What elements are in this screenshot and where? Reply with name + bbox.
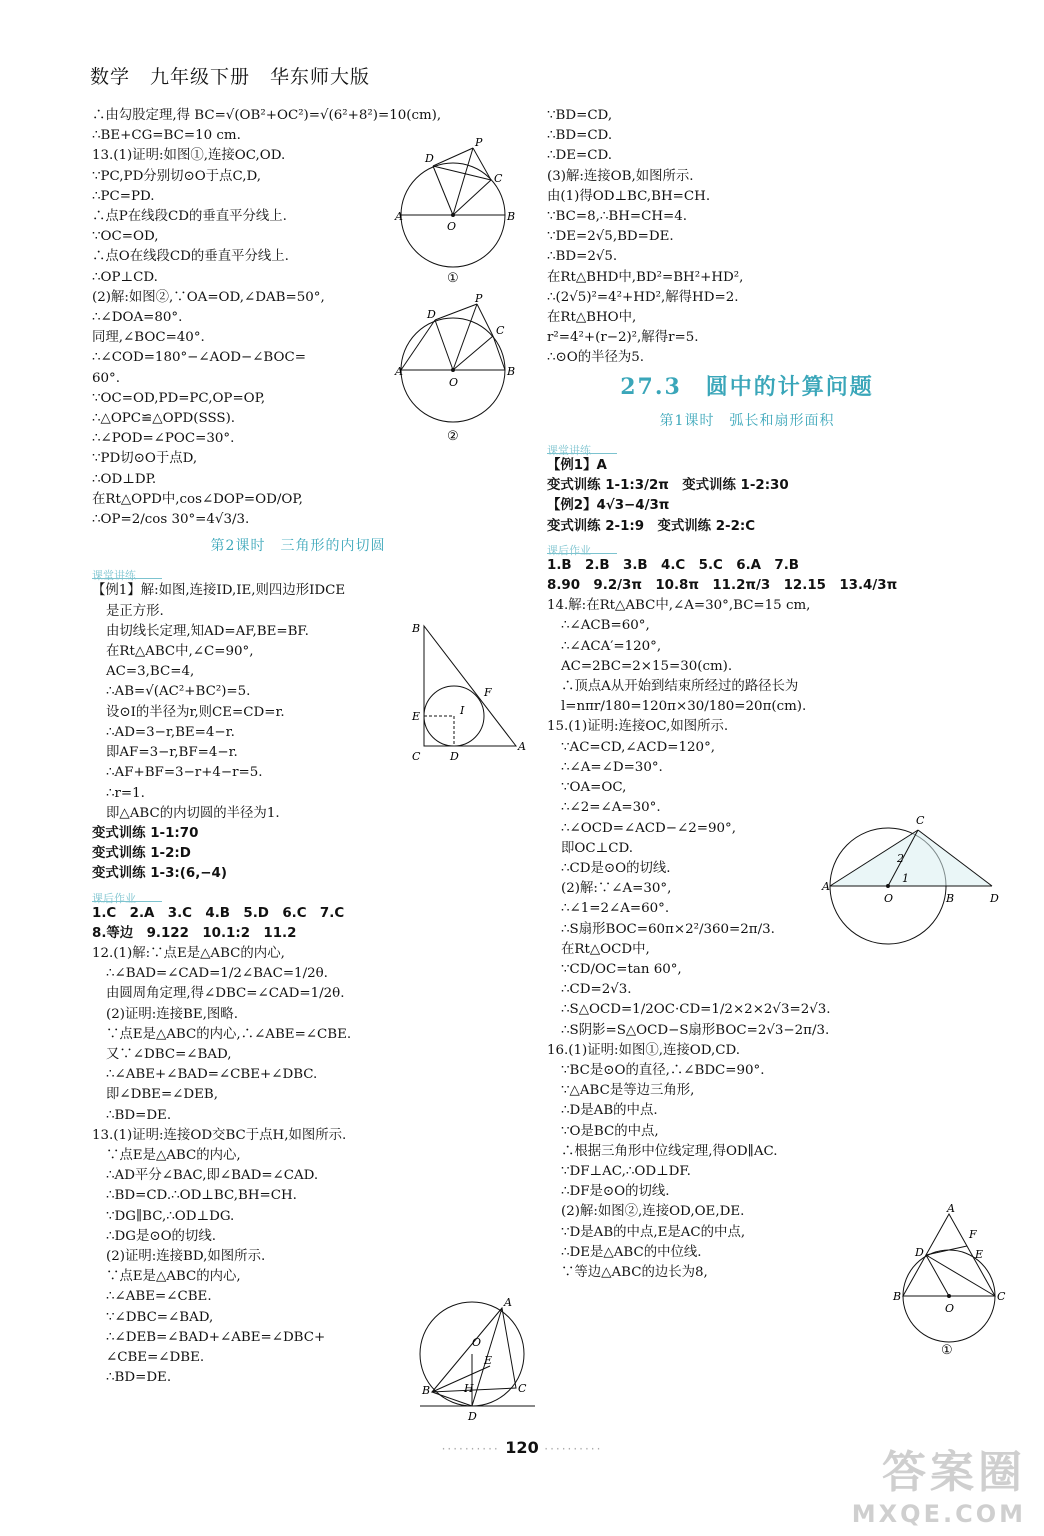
text-line: AC=3,BC=4, <box>106 664 195 680</box>
text-line: ∴DF是⊙O的切线. <box>561 1184 670 1200</box>
fig5-label-a: A <box>947 1202 955 1215</box>
text-line: ∴r=1. <box>106 785 145 801</box>
lesson1-title: 第1课时 弧长和扇形面积 <box>659 412 835 429</box>
fig1-label-c: C <box>494 172 503 185</box>
fig3-label-h: H <box>464 1382 474 1395</box>
text-line: ∴BE+CG=BC=10 cm. <box>92 128 241 144</box>
question12-block <box>92 944 504 1126</box>
text-line: 变式训练 1-1:70 <box>92 825 199 841</box>
text-line: ∴∠OCD=∠ACD−∠2=90°, <box>561 820 736 836</box>
fig5-label-num: ① <box>941 1343 953 1358</box>
text-line: ∴PC=PD. <box>92 188 155 204</box>
text-line: ∴AD=3−r,BE=4−r. <box>106 724 235 740</box>
answer-list-right <box>547 556 947 596</box>
text-line: ∴∠COD=180°−∠AOD−∠BOC= <box>92 350 306 366</box>
fig2-label-d: D <box>427 308 436 321</box>
section-label-ketang-right: 课堂讲练 <box>547 441 617 454</box>
text-line: ∴∠DOA=80°. <box>92 310 183 326</box>
text-line: ∵BC是⊙O的直径,∴∠BDC=90°. <box>561 1062 765 1078</box>
text-line: ∴顶点A从开始到结束所经过的路径长为 <box>561 679 799 695</box>
text-line: ∵D是AB的中点,E是AC的中点, <box>561 1224 746 1240</box>
fig4-label-c: C <box>916 814 925 827</box>
right-column <box>547 106 947 1283</box>
text-line: 由切线长定理,知AD=AF,BE=BF. <box>106 623 309 639</box>
figure-circle-4 <box>822 812 1002 956</box>
fig3-label-e: E <box>484 1354 493 1367</box>
fig2-label-a: A <box>395 365 403 378</box>
fig1-label-a: A <box>395 210 403 223</box>
text-line: 1.B 2.B 3.B 4.C 5.C 6.A 7.B <box>547 557 800 573</box>
text-line: 16.(1)证明:如图①,连接OD,CD. <box>547 1042 741 1058</box>
text-line: ∵∠DBC=∠BAD, <box>106 1309 214 1325</box>
text-line: ∴BD=DE. <box>106 1370 172 1386</box>
figure-circle-3 <box>410 1296 540 1430</box>
text-line: ∴由勾股定理,得 BC=√(OB²+OC²)=√(6²+8²)=10(cm), <box>92 108 442 123</box>
fig4-label-d: D <box>990 892 999 905</box>
watermark-url: MXQE.COM <box>851 1500 1026 1528</box>
text-line: 在Rt△ABC中,∠C=90°, <box>106 644 254 660</box>
text-line: ∴AB=√(AC²+BC²)=5. <box>106 684 251 700</box>
text-line: 同理,∠BOC=40°. <box>92 330 205 346</box>
text-line: ∴S阴影=S△OCD−S扇形BOC=2√3−2π/3. <box>561 1022 830 1038</box>
tri-label-a: A <box>518 740 526 753</box>
question14-block <box>547 596 947 717</box>
text-line: 13.(1)证明:如图①,连接OC,OD. <box>92 148 286 164</box>
text-line: ∵BD=CD, <box>547 108 613 123</box>
text-line: (2)解:如图②,连接OD,OE,DE. <box>561 1204 745 1220</box>
text-line: 在Rt△OPD中,cos∠DOP=OD/OP, <box>92 491 303 507</box>
tri-label-i: I <box>460 704 465 717</box>
fig2-label-c: C <box>496 324 505 337</box>
text-line: (3)解:连接OB,如图所示. <box>547 168 694 184</box>
figure-circle-5 <box>893 1202 1013 1360</box>
text-line: ∴点P在线段CD的垂直平分线上. <box>92 209 287 225</box>
text-line: ∵△ABC是等边三角形, <box>561 1083 695 1099</box>
text-line: ∵OC=OD, <box>92 229 159 245</box>
fig4-label-1: 1 <box>902 872 909 885</box>
tri-label-b: B <box>412 622 421 635</box>
fig4-label-b: B <box>946 892 955 905</box>
page-number-value: 120 <box>505 1438 539 1457</box>
text-line: r²=4²+(r−2)²,解得r=5. <box>547 330 699 346</box>
text-line: 即OC⊥CD. <box>561 840 633 856</box>
text-line: ∴∠1=2∠A=60°. <box>561 901 670 917</box>
fig2-label-num: ② <box>447 429 459 444</box>
text-line: ∵点E是△ABC的内心, <box>106 1147 241 1163</box>
page-header: 数学 九年级下册 华东师大版 <box>90 66 371 88</box>
text-line: ∵AC=CD,∠ACD=120°, <box>561 739 716 755</box>
text-line: ∴BD=CD. <box>547 128 613 144</box>
text-line: 变式训练 1-1:3/2π 变式训练 1-2:30 <box>547 478 789 494</box>
text-line: ∵DE=2√5,BD=DE. <box>547 229 674 245</box>
text-line: ∵点E是△ABC的内心,∴∠ABE=∠CBE. <box>106 1026 352 1042</box>
text-line: ∴⊙O的半径为5. <box>547 350 645 366</box>
fig4-label-a: A <box>822 880 830 893</box>
fig5-label-f: F <box>969 1228 977 1241</box>
text-line: 在Rt△OCD中, <box>561 941 650 957</box>
text-line: (2)证明:连接BE,图略. <box>106 1006 238 1022</box>
text-line: ∵DG∥BC,∴OD⊥DG. <box>106 1208 235 1224</box>
text-line: 【例1】A <box>547 458 607 474</box>
text-line: ∠CBE=∠DBE. <box>106 1349 205 1365</box>
text-line: ∵PC,PD分别切⊙O于点C,D, <box>92 168 261 184</box>
text-line: 1.C 2.A 3.C 4.B 5.D 6.C 7.C <box>92 905 345 921</box>
section-label-kehou-right: 课后作业 <box>547 541 617 554</box>
watermark-logo-text: 答案圈 <box>882 1447 1026 1498</box>
text-line: l=nπr/180=120π×30/180=20π(cm). <box>561 699 807 715</box>
fig3-label-c: C <box>518 1382 527 1395</box>
section-label-ketang: 课堂讲练 <box>92 566 162 579</box>
fig5-label-d: D <box>915 1246 924 1259</box>
text-line: ∴AF+BF=3−r+4−r=5. <box>106 765 263 781</box>
text-line: 即∠DBE=∠DEB, <box>106 1087 219 1103</box>
fig3-label-d: D <box>468 1410 477 1423</box>
fig2-label-p: P <box>475 292 483 305</box>
text-line: ∴CD是⊙O的切线. <box>561 860 671 876</box>
figure-circle-1 <box>395 136 516 286</box>
text-line: ∴AD平分∠BAC,即∠BAD=∠CAD. <box>106 1168 319 1184</box>
text-line: ∵BC=8,∴BH=CH=4. <box>547 209 688 225</box>
text-line: ∵OA=OC, <box>561 780 627 796</box>
fig3-label-o: O <box>472 1336 482 1349</box>
text-line: ∴△OPC≌△OPD(SSS). <box>92 411 236 427</box>
fig1-label-b: B <box>507 210 516 223</box>
text-line: ∴CD=2√3. <box>561 982 632 998</box>
section-label-kehou: 课后作业 <box>92 889 162 902</box>
text-line: ∴∠ABE=∠CBE. <box>106 1289 212 1305</box>
text-line: ∴∠BAD=∠CAD=1/2∠BAC=1/2θ. <box>106 966 328 982</box>
text-line: ∴OD⊥DP. <box>92 471 157 487</box>
fig1-label-p: P <box>475 136 483 149</box>
text-line: ∵点E是△ABC的内心, <box>106 1269 241 1285</box>
text-line: 8.90 9.2/3π 10.8π 11.2π/3 12.15 13.4/3π <box>547 578 898 594</box>
text-line: ∵DF⊥AC,∴OD⊥DF. <box>561 1163 691 1179</box>
text-line: 14.解:在Rt△ABC中,∠A=30°,BC=15 cm, <box>547 598 811 614</box>
text-line: 15.(1)证明:连接OC,如图所示. <box>547 719 729 735</box>
text-line: ∵等边△ABC的边长为8, <box>561 1264 708 1280</box>
text-line: ∴∠2=∠A=30°. <box>561 800 661 816</box>
fig5-label-b: B <box>893 1290 902 1303</box>
fig3-label-a: A <box>504 1296 512 1309</box>
text-line: ∴点O在线段CD的垂直平分线上. <box>92 249 289 265</box>
text-line: 12.(1)解:∵点E是△ABC的内心, <box>92 945 285 961</box>
lesson2-title: 第2课时 三角形的内切圆 <box>210 538 386 555</box>
question16-block <box>547 1041 947 1283</box>
text-line: ∵OC=OD,PD=PC,OP=OP, <box>92 390 266 406</box>
right-solution-block <box>547 106 947 369</box>
text-line: (2)解:如图②,∵OA=OD,∠DAB=50°, <box>92 289 325 305</box>
examples-right-block <box>547 456 947 537</box>
text-line: ∴S△OCD=1/2OC·CD=1/2×2×2√3=2√3. <box>561 1002 831 1018</box>
figure-triangle-incircle <box>408 618 528 767</box>
text-line: 【例2】4√3−4/3π <box>547 498 670 514</box>
text-line: 8.等边 9.122 10.1:2 11.2 <box>92 925 297 941</box>
page-number: ·········· 120 ·········· <box>441 1438 603 1457</box>
fig1-label-d: D <box>425 152 434 165</box>
text-line: 由圆周角定理,得∠DBC=∠CAD=1/2θ. <box>106 986 345 1002</box>
fig1-label-o: O <box>447 220 457 233</box>
text-line: ∴∠POD=∠POC=30°. <box>92 431 235 447</box>
text-line: ∴∠DEB=∠BAD+∠ABE=∠DBC+ <box>106 1329 326 1345</box>
tri-label-f: F <box>484 686 492 699</box>
answer-list-left <box>92 904 504 944</box>
fig3-label-b: B <box>422 1384 431 1397</box>
text-line: 变式训练 1-3:(6,−4) <box>92 866 227 882</box>
text-line: 13.(1)证明:连接OD交BC于点H,如图所示. <box>92 1127 347 1143</box>
text-line: ∴∠ACA′=120°, <box>561 638 662 654</box>
fig2-label-o: O <box>449 376 459 389</box>
text-line: 即△ABC的内切圆的半径为1. <box>106 805 280 821</box>
text-line: 是正方形. <box>106 603 164 619</box>
text-line: 由(1)得OD⊥BC,BH=CH. <box>547 188 711 204</box>
text-line: (2)证明:连接BD,如图所示. <box>106 1248 266 1264</box>
text-line: 变式训练 1-2:D <box>92 846 191 862</box>
text-line: ∵O是BC的中点, <box>561 1123 659 1139</box>
text-line: 【例1】解:如图,连接ID,IE,则四边形IDCE <box>92 583 346 599</box>
text-line: ∴S扇形BOC=60π×2²/360=2π/3. <box>561 921 775 937</box>
text-line: ∴∠ACB=60°, <box>561 618 650 634</box>
tri-label-d: D <box>450 750 459 763</box>
fig4-label-2: 2 <box>897 852 904 865</box>
tri-label-c: C <box>412 750 421 763</box>
text-line: 设⊙I的半径为r,则CE=CD=r. <box>106 704 285 720</box>
section-title: 27.3 圆中的计算问题 <box>620 373 874 400</box>
text-line: ∴BD=2√5. <box>547 249 618 265</box>
fig5-label-o: O <box>945 1302 955 1315</box>
text-line: AC=2BC=2×15=30(cm). <box>561 658 733 674</box>
text-line: ∴BD=CD.∴OD⊥BC,BH=CH. <box>106 1188 297 1204</box>
text-line: 在Rt△BHD中,BD²=BH²+HD², <box>547 269 744 285</box>
text-line: ∴DE是△ABC的中位线. <box>561 1244 702 1260</box>
fig5-label-c: C <box>997 1290 1006 1303</box>
text-line: ∴(2√5)²=4²+HD²,解得HD=2. <box>547 289 739 305</box>
text-line: ∴∠ABE+∠BAD=∠CBE+∠DBC. <box>106 1067 318 1083</box>
text-line: 即AF=3−r,BF=4−r. <box>106 745 238 761</box>
fig4-label-o: O <box>884 892 894 905</box>
variant-training-list <box>92 824 504 885</box>
watermark <box>852 1436 1026 1528</box>
text-line: ∴DE=CD. <box>547 148 613 164</box>
text-line: ∴D是AB的中点. <box>561 1103 658 1119</box>
text-line: ∵PD切⊙O于点D, <box>92 451 198 467</box>
text-line: ∴根据三角形中位线定理,得OD∥AC. <box>561 1143 778 1159</box>
text-line: (2)解:∵∠A=30°, <box>561 881 672 897</box>
text-line: 又∵∠DBC=∠BAD, <box>106 1046 232 1062</box>
text-line: ∴OP⊥CD. <box>92 269 158 285</box>
tri-label-e: E <box>412 710 421 723</box>
fig5-label-e: E <box>975 1248 984 1261</box>
text-line: 在Rt△BHO中, <box>547 310 637 326</box>
text-line: 60°. <box>92 370 120 386</box>
figure-circle-2 <box>395 292 516 452</box>
text-line: ∴DG是⊙O的切线. <box>106 1228 216 1244</box>
text-line: ∴OP=2/cos 30°=4√3/3. <box>92 512 250 528</box>
fig2-label-b: B <box>507 365 516 378</box>
fig1-label-num: ① <box>447 271 459 286</box>
text-line: ∴∠A=∠D=30°. <box>561 759 663 775</box>
text-line: ∴BD=DE. <box>106 1107 172 1123</box>
text-line: ∵CD/OC=tan 60°, <box>561 961 682 977</box>
text-line: 变式训练 2-1:9 变式训练 2-2:C <box>547 518 756 534</box>
